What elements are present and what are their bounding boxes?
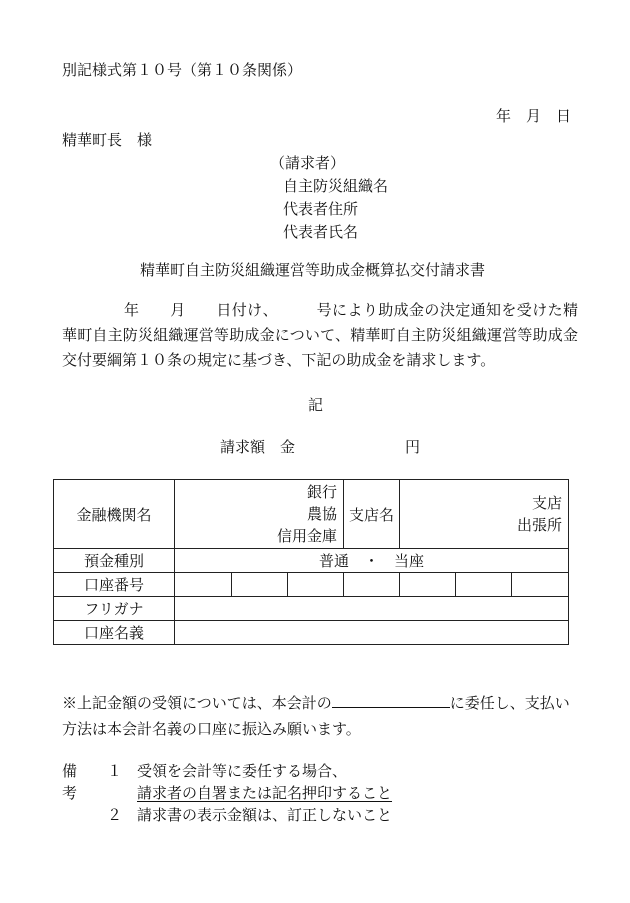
requester-label: （請求者） <box>270 154 346 172</box>
account-name-label: 口座名義 <box>54 621 175 645</box>
deposit-type-label: 預金種別 <box>54 549 175 573</box>
addressee: 精華町長 様 <box>62 131 153 149</box>
amount-unit: 円 <box>405 438 421 456</box>
account-name-field[interactable] <box>175 621 569 645</box>
document-title: 精華町自主防災組織運営等助成金概算払交付請求書 <box>140 261 486 279</box>
delegation-note <box>62 690 578 742</box>
note-before: ※上記金額の受領については、本会計の <box>62 694 332 712</box>
amount-label: 請求額 金 <box>220 438 296 456</box>
branch-type-shucchojo: 出張所 <box>517 516 563 534</box>
account-digit-cell[interactable] <box>456 573 512 597</box>
ki-heading: 記 <box>308 396 324 414</box>
remark-text: 請求書の表示金額は、訂正しないこと <box>137 806 393 824</box>
date-line: 年 月 日 <box>496 107 572 125</box>
request-amount <box>220 440 420 455</box>
remark-text: 受領を会計等に委任する場合、 <box>137 762 348 780</box>
bank-account-table <box>53 479 569 645</box>
bank-name-cell[interactable] <box>175 480 344 549</box>
branch-name-label: 支店名 <box>344 480 400 549</box>
furigana-field[interactable] <box>175 597 569 621</box>
bank-type-nokyo: 農協 <box>307 505 338 523</box>
remark-number: １ <box>107 762 123 780</box>
remarks-heading: 備考 <box>62 762 78 802</box>
branch-name-cell[interactable] <box>400 480 569 549</box>
bank-name-label: 金融機関名 <box>54 480 175 549</box>
branch-type-shiten: 支店 <box>532 494 563 512</box>
account-digit-cell[interactable] <box>400 573 456 597</box>
account-digit-cell[interactable] <box>512 573 569 597</box>
note-after: に委任し、支払い方法は本会計名義の口座に振込み願います。 <box>62 694 570 738</box>
delegate-blank-field[interactable] <box>332 693 450 708</box>
bank-type-bank: 銀行 <box>307 483 338 501</box>
account-digit-cell[interactable] <box>175 573 232 597</box>
deposit-type-value[interactable]: 普通 ・ 当座 <box>175 549 569 573</box>
remark-text-underlined: 請求者の自署または記名押印すること <box>137 784 393 802</box>
account-digit-cell[interactable] <box>232 573 288 597</box>
account-number-label: 口座番号 <box>54 573 175 597</box>
requester-address: 代表者住所 <box>283 200 359 218</box>
requester-name: 代表者氏名 <box>283 223 359 241</box>
body-paragraph: 年 月 日付け、 号により助成金の決定通知を受けた精華町自主防災組織運営等助成金について、精華町自主防災組織運営等助成金交付要綱第１０条の規定に基づき、下記の助成金を請求します。 <box>62 301 578 369</box>
remark-number: ２ <box>107 806 123 824</box>
requester-org-name: 自主防災組織名 <box>283 177 389 195</box>
account-digit-cell[interactable] <box>288 573 344 597</box>
form-number: 別記様式第１０号（第１０条関係） <box>62 61 303 79</box>
bank-type-shinkin: 信用金庫 <box>277 527 338 545</box>
account-digit-cell[interactable] <box>344 573 400 597</box>
furigana-label: フリガナ <box>54 597 175 621</box>
